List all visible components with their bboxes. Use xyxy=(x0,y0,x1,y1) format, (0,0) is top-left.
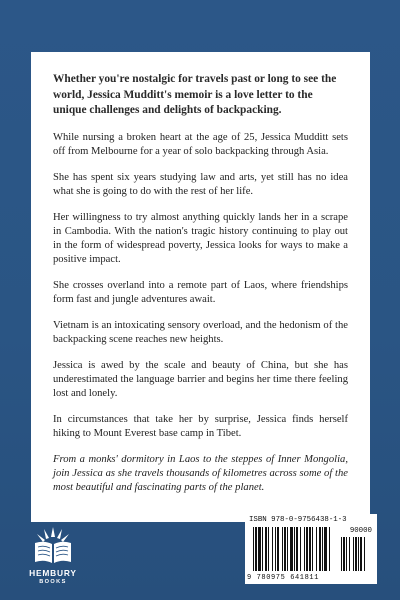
publisher-logo xyxy=(22,523,84,589)
blurb-paragraph: In circumstances that take her by surprise, Jessica finds herself hiking to Mount Everest base camp in Tibet. xyxy=(53,413,348,440)
price-code: 90000 xyxy=(349,527,372,535)
blurb-paragraph: Her willingness to try almost anything quickly lands her in a scrape in Cambodia. With the nation's tragic history continuing to play out in the form of widespread poverty, Jessica looks for ways to make a positive impact. xyxy=(53,211,348,266)
blurb-closing: From a monks' dormitory in Laos to the steppes of Inner Mongolia, join Jessica as she travels thousands of kilometres across some of the most beautiful and fascinating parts of the planet. xyxy=(53,453,348,494)
blurb-paragraph: While nursing a broken heart at the age of 25, Jessica Mudditt sets off from Melbourne for a year of solo backpacking through Asia. xyxy=(53,131,348,157)
isbn-barcode xyxy=(245,514,377,584)
isbn-label: ISBN 978-0-9756438-1-3 xyxy=(249,516,347,524)
blurb-paragraph: Vietnam is an intoxicating sensory overload, and the hedonism of the backpacking scene reaches new heights. xyxy=(53,319,348,346)
blurb-paragraph: She has spent six years studying law and arts, yet still has no idea what she is going to do with the rest of her life. xyxy=(53,171,348,197)
publisher-sub: BOOKS xyxy=(39,579,67,585)
ean-digits: 9 780975 641811 xyxy=(247,574,320,582)
blurb-panel xyxy=(31,52,370,522)
blurb-lead: Whether you're nostalgic for travels past or long to see the world, Jessica Mudditt's memoir is a love letter to the unique challenges and delights of backpacking. xyxy=(53,73,337,117)
open-book-icon xyxy=(22,523,84,567)
blurb-paragraph: Jessica is awed by the scale and beauty of China, but she has underestimated the language barrier and begins her time there feeling lost and lonely. xyxy=(53,359,348,400)
blurb-paragraph: She crosses overland into a remote part of Laos, where friendships form fast and jungle adventures await. xyxy=(53,279,348,306)
publisher-name: HEMBURY xyxy=(29,568,77,578)
